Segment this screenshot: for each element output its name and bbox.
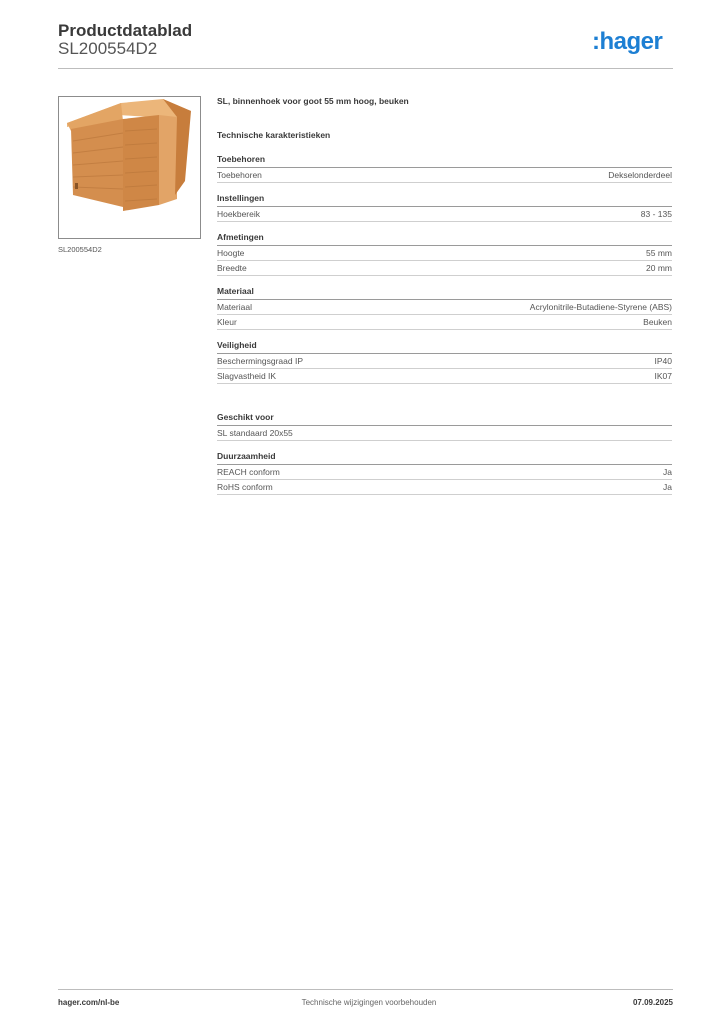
spec-row (217, 354, 672, 369)
tech-heading: Technische karakteristieken (217, 130, 331, 140)
spec-row (217, 207, 672, 222)
section-title: Veiligheid (217, 340, 672, 354)
section-title: Instellingen (217, 193, 672, 207)
spec-value: 55 mm (646, 248, 672, 258)
spec-row (217, 315, 672, 330)
logo-text: hager (599, 28, 663, 55)
spec-label: Hoogte (217, 248, 245, 258)
section-suitable-for (217, 412, 672, 441)
spec-label: Materiaal (217, 302, 252, 312)
spec-value: Acrylonitrile-Butadiene-Styrene (ABS) (529, 302, 672, 312)
spec-label: Beschermingsgraad IP (217, 356, 303, 366)
product-code: SL200554D2 (58, 39, 158, 58)
spec-row (217, 480, 672, 495)
section-sustainability (217, 451, 672, 495)
spec-row (217, 261, 672, 276)
spec-value: Beuken (643, 317, 672, 327)
spec-value: Dekselonderdeel (608, 170, 672, 180)
spec-label: Slagvastheid IK (217, 371, 277, 381)
section-title: Geschikt voor (217, 412, 672, 426)
spec-value: 83 - 135 (640, 209, 672, 219)
spec-label: Breedte (217, 263, 247, 273)
section-title: Afmetingen (217, 232, 672, 246)
spec-row (217, 426, 672, 441)
spec-row (217, 465, 672, 480)
spec-value: IK07 (654, 371, 672, 381)
spec-label: Toebehoren (217, 170, 262, 180)
section-safety (217, 340, 672, 384)
spec-value: Ja (663, 482, 672, 492)
section-title: Duurzaamheid (217, 451, 672, 465)
header-divider (58, 68, 673, 69)
product-description: SL, binnenhoek voor goot 55 mm hoog, beuken (217, 96, 409, 106)
image-caption: SL200554D2 (58, 245, 102, 254)
spec-value: Ja (663, 467, 672, 477)
section-gap (217, 384, 672, 402)
spec-row (217, 369, 672, 384)
product-image (58, 96, 201, 239)
spec-value: IP40 (654, 356, 672, 366)
specs-content (217, 96, 672, 495)
hager-logo[interactable]: :hager (592, 28, 663, 55)
spec-label: SL standaard 20x55 (217, 428, 293, 438)
spec-label: REACH conform (217, 467, 280, 477)
spec-label: Hoekbereik (217, 209, 260, 219)
spec-label: RoHS conform (217, 482, 273, 492)
footer-notice: Technische wijzigingen voorbehouden (301, 998, 437, 1007)
section-title: Materiaal (217, 286, 672, 300)
page-title: Productdatablad (58, 21, 193, 40)
section-title: Toebehoren (217, 154, 672, 168)
spec-row (217, 300, 672, 315)
footer-date: 07.09.2025 (632, 998, 673, 1007)
section-dimensions (217, 232, 672, 276)
section-settings (217, 193, 672, 222)
footer-divider (58, 989, 673, 990)
spec-row (217, 246, 672, 261)
footer-website-link[interactable]: hager.com/nl-be (58, 998, 120, 1007)
section-accessories (217, 154, 672, 183)
spec-row (217, 168, 672, 183)
section-material (217, 286, 672, 330)
spec-value: 20 mm (646, 263, 672, 273)
spec-label: Kleur (217, 317, 237, 327)
